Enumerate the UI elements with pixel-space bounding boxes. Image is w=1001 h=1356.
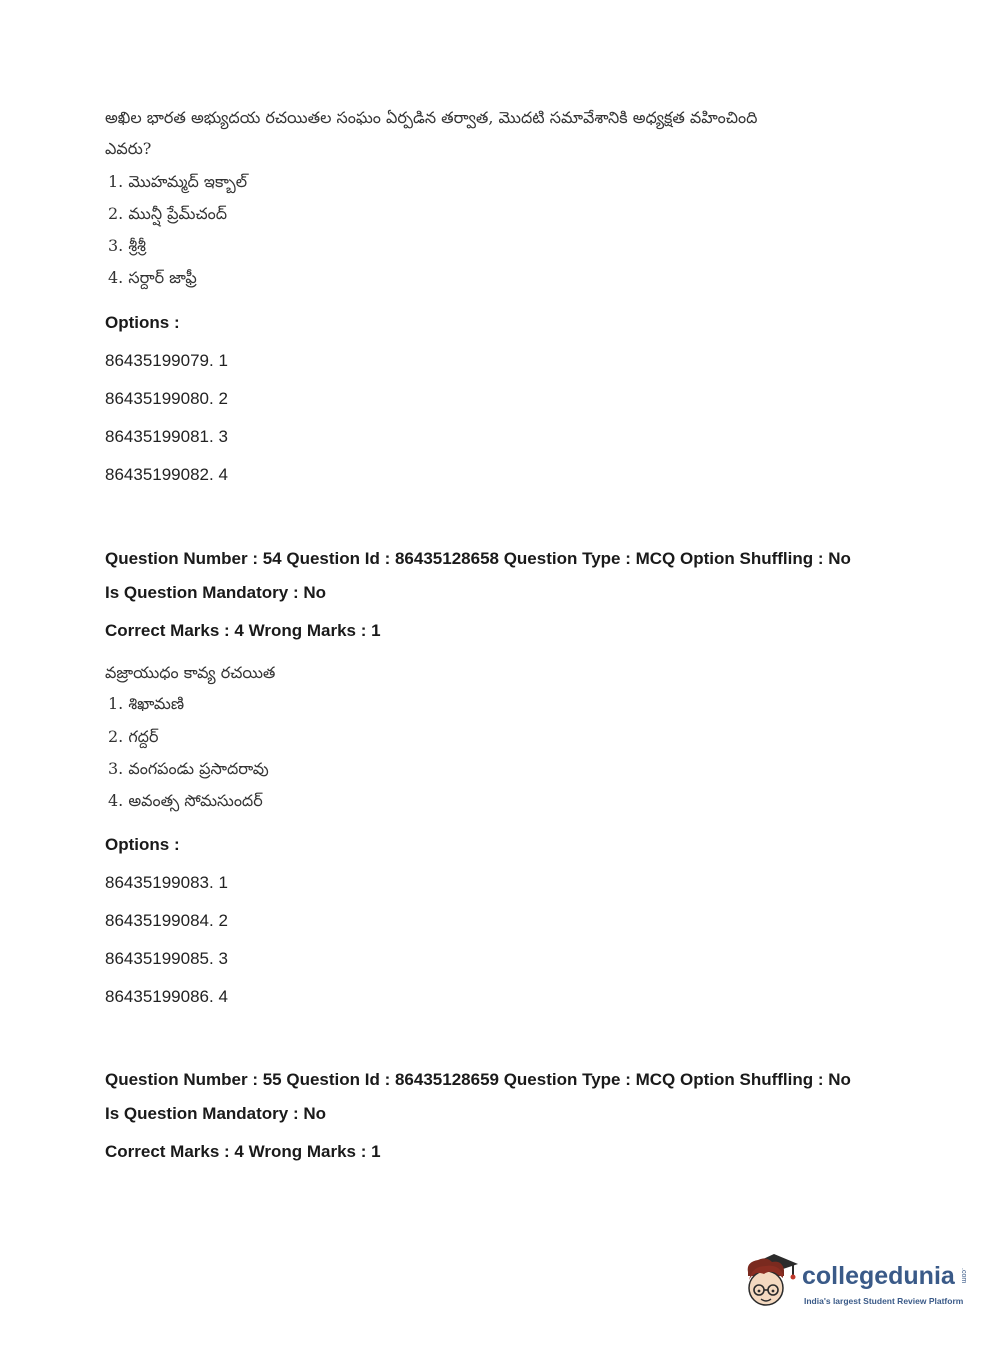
question-marks: Correct Marks : 4 Wrong Marks : 1 xyxy=(105,621,381,640)
question-54-block xyxy=(105,546,965,1016)
collegedunia-logo xyxy=(742,1250,972,1310)
question-mandatory: Is Question Mandatory : No xyxy=(105,583,327,602)
option-item: 86435199083. 1 xyxy=(105,873,228,892)
question-header: Question Number : 54 Question Id : 86435128658 Question Type : MCQ Option Shuffling : No xyxy=(105,549,851,568)
question-mandatory: Is Question Mandatory : No xyxy=(105,1104,327,1123)
option-item: 86435199081. 3 xyxy=(105,427,228,446)
question-text-line: ఎవరు? xyxy=(105,139,152,158)
logo-wordmark: collegedunia xyxy=(802,1262,955,1290)
option-item: 86435199082. 4 xyxy=(105,465,228,484)
option-item: 86435199079. 1 xyxy=(105,351,228,370)
student-mascot-icon xyxy=(742,1250,800,1310)
question-text-line: అఖిల భారత అభ్యుదయ రచయితల సంఘం ఏర్పడిన తర్వాత, మొదటి సమావేశానికి అధ్యక్షత వహించింది xyxy=(105,108,758,127)
option-item: 86435199086. 4 xyxy=(105,987,228,1006)
question-header: Question Number : 55 Question Id : 86435128659 Question Type : MCQ Option Shuffling : No xyxy=(105,1070,851,1089)
logo-tagline: India's largest Student Review Platform xyxy=(804,1296,964,1306)
question-text-line: వజ్రాయుధం కావ్య రచయిత xyxy=(105,663,276,682)
logo-dotcom: .com xyxy=(960,1268,967,1284)
choice-item: 2. మున్షీ ప్రేమ్‌చంద్ xyxy=(108,204,228,223)
question-marks: Correct Marks : 4 Wrong Marks : 1 xyxy=(105,1142,381,1161)
choice-item: 4. సర్దార్ జాఫ్రీ xyxy=(108,268,197,287)
choice-item: 3. వంగపండు ప్రసాదరావు xyxy=(108,759,269,778)
choice-item: 3. శ్రీశ్రీ xyxy=(108,236,146,255)
choice-item: 4. అవంత్స సోమసుందర్ xyxy=(108,791,263,810)
choice-item: 1. మొహమ్మద్ ఇక్బాల్ xyxy=(108,172,248,191)
option-item: 86435199080. 2 xyxy=(105,389,228,408)
question-55-block xyxy=(105,1067,965,1177)
options-label: Options : xyxy=(105,835,180,854)
options-label: Options : xyxy=(105,313,180,332)
option-item: 86435199084. 2 xyxy=(105,911,228,930)
choice-item: 1. శిఖామణి xyxy=(108,694,185,713)
question-53-block xyxy=(105,104,905,504)
option-item: 86435199085. 3 xyxy=(105,949,228,968)
choice-item: 2. గద్దర్ xyxy=(108,727,159,746)
